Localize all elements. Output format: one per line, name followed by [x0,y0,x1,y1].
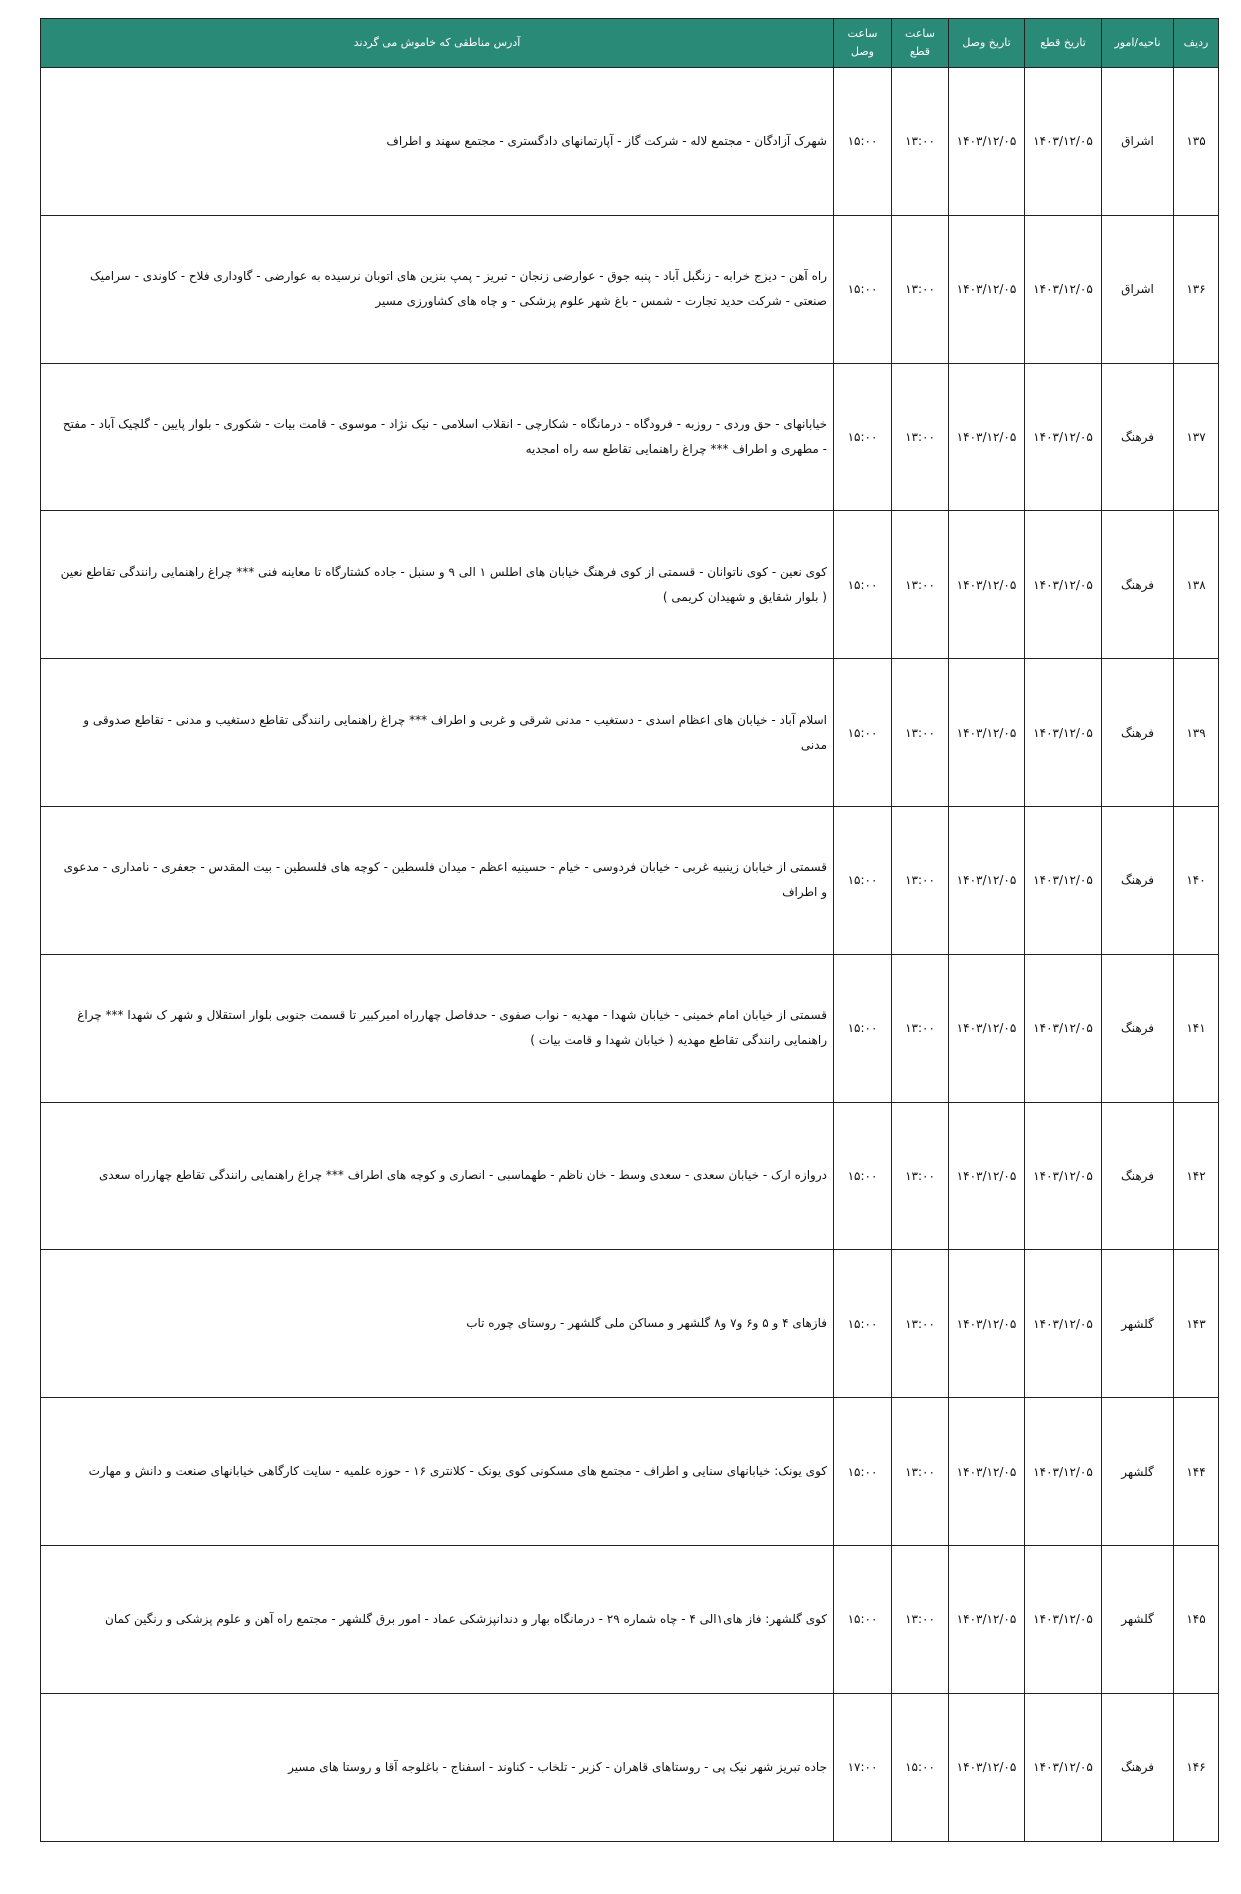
address: شهرک آزادگان - مجتمع لاله - شرکت گاز - آپارتمانهای دادگستری - مجتمع سهند و اطراف [41,68,834,216]
connect-time: ۱۵:۰۰ [834,363,892,511]
table-row [41,215,1219,363]
address: دروازه ارک - خیابان سعدی - سعدی وسط - خان ناظم - طهماسبی - انصاری و کوچه های اطراف *** چراغ راهنمایی رانندگی تقاطع چهارراه سعدی [41,1102,834,1250]
cut-date: ۱۴۰۳/۱۲/۰۵ [1025,1250,1102,1398]
connect-date: ۱۴۰۳/۱۲/۰۵ [949,1102,1025,1250]
connect-time: ۱۷:۰۰ [834,1693,892,1841]
outage-table [40,18,1219,1842]
connect-date: ۱۴۰۳/۱۲/۰۵ [949,806,1025,954]
district: اشراق [1102,68,1174,216]
district: گلشهر [1102,1545,1174,1693]
row-number: ۱۳۶ [1174,215,1219,363]
table-row [41,363,1219,511]
connect-time: ۱۵:۰۰ [834,659,892,807]
row-number: ۱۳۷ [1174,363,1219,511]
table-row [41,1545,1219,1693]
district: فرهنگ [1102,954,1174,1102]
address: اسلام آباد - خیابان های اعظام اسدی - دستغیب - مدنی شرقی و غربی و اطراف *** چراغ راهنمایی رانندگی تقاطع دستغیب و مدنی - تقاطع صدوقی و مدنی [41,659,834,807]
table-row [41,659,1219,807]
cut-time: ۱۳:۰۰ [892,1102,949,1250]
connect-time: ۱۵:۰۰ [834,68,892,216]
cut-date: ۱۴۰۳/۱۲/۰۵ [1025,1693,1102,1841]
header-row-number: ردیف [1174,19,1219,68]
connect-time: ۱۵:۰۰ [834,1398,892,1546]
connect-time: ۱۵:۰۰ [834,511,892,659]
connect-date: ۱۴۰۳/۱۲/۰۵ [949,954,1025,1102]
cut-time: ۱۳:۰۰ [892,1398,949,1546]
connect-time: ۱۵:۰۰ [834,1250,892,1398]
table-row [41,1102,1219,1250]
row-number: ۱۴۵ [1174,1545,1219,1693]
header-district: ناحیه/امور [1102,19,1174,68]
row-number: ۱۳۹ [1174,659,1219,807]
district: فرهنگ [1102,511,1174,659]
row-number: ۱۳۵ [1174,68,1219,216]
row-number: ۱۳۸ [1174,511,1219,659]
cut-time: ۱۳:۰۰ [892,659,949,807]
cut-time: ۱۳:۰۰ [892,1250,949,1398]
address: راه آهن - دیزج خرابه - زنگبل آباد - پنبه جوق - عوارضی زنجان - تبریز - پمپ بنزین های اتوبان نرسیده به عوارضی - گاوداری فلاح - کاوندی - سرامیک صنعتی - شرکت حدید تجارت - شمس - باغ شهر علوم پزشکی - و چاه های کشاورزی مسیر [41,215,834,363]
connect-date: ۱۴۰۳/۱۲/۰۵ [949,363,1025,511]
cut-date: ۱۴۰۳/۱۲/۰۵ [1025,806,1102,954]
address: قسمتی از خیابان زینبیه غربی - خیابان فردوسی - خیام - حسینیه اعظم - میدان فلسطین - کوچه های فلسطین - بیت المقدس - جعفری - نامداری - مدعوی و اطراف [41,806,834,954]
table-row [41,806,1219,954]
district: فرهنگ [1102,659,1174,807]
cut-time: ۱۵:۰۰ [892,1693,949,1841]
table-header [41,19,1219,68]
district: فرهنگ [1102,806,1174,954]
cut-date: ۱۴۰۳/۱۲/۰۵ [1025,363,1102,511]
connect-time: ۱۵:۰۰ [834,215,892,363]
header-connect-time: ساعت وصل [834,19,892,68]
connect-date: ۱۴۰۳/۱۲/۰۵ [949,1250,1025,1398]
table-row [41,1693,1219,1841]
table-row [41,1250,1219,1398]
table-row [41,511,1219,659]
connect-date: ۱۴۰۳/۱۲/۰۵ [949,511,1025,659]
cut-time: ۱۳:۰۰ [892,954,949,1102]
cut-time: ۱۳:۰۰ [892,215,949,363]
cut-time: ۱۳:۰۰ [892,68,949,216]
cut-date: ۱۴۰۳/۱۲/۰۵ [1025,954,1102,1102]
connect-time: ۱۵:۰۰ [834,806,892,954]
table-row [41,68,1219,216]
connect-date: ۱۴۰۳/۱۲/۰۵ [949,1398,1025,1546]
connect-date: ۱۴۰۳/۱۲/۰۵ [949,68,1025,216]
district: فرهنگ [1102,1693,1174,1841]
address: کوی گلشهر: فاز های۱الی ۴ - چاه شماره ۲۹ - درمانگاه بهار و دندانپزشکی عماد - امور برق گلشهر - مجتمع راه آهن و علوم پزشکی و رنگین کمان [41,1545,834,1693]
row-number: ۱۴۰ [1174,806,1219,954]
cut-date: ۱۴۰۳/۱۲/۰۵ [1025,1545,1102,1693]
connect-date: ۱۴۰۳/۱۲/۰۵ [949,215,1025,363]
address: جاده تبریز شهر نیک پی - روستاهای قاهران - کزبر - تلخاب - کناوند - اسفناج - باغلوجه آقا و روستا های مسیر [41,1693,834,1841]
connect-date: ۱۴۰۳/۱۲/۰۵ [949,1545,1025,1693]
district: گلشهر [1102,1250,1174,1398]
connect-date: ۱۴۰۳/۱۲/۰۵ [949,659,1025,807]
row-number: ۱۴۴ [1174,1398,1219,1546]
cut-date: ۱۴۰۳/۱۲/۰۵ [1025,1102,1102,1250]
row-number: ۱۴۳ [1174,1250,1219,1398]
district: فرهنگ [1102,1102,1174,1250]
address: قسمتی از خیابان امام خمینی - خیابان شهدا - مهدیه - نواب صفوی - حدفاصل چهارراه امیرکبیر تا قسمت جنوبی بلوار استقلال و شهر ک شهدا *** چراغ راهنمایی رانندگی تقاطع مهدیه ( خیابان شهدا و قامت بیات ) [41,954,834,1102]
row-number: ۱۴۶ [1174,1693,1219,1841]
header-address: آدرس مناطقی که خاموش می گردند [41,19,834,68]
connect-time: ۱۵:۰۰ [834,954,892,1102]
cut-time: ۱۳:۰۰ [892,806,949,954]
cut-date: ۱۴۰۳/۱۲/۰۵ [1025,68,1102,216]
connect-date: ۱۴۰۳/۱۲/۰۵ [949,1693,1025,1841]
cut-date: ۱۴۰۳/۱۲/۰۵ [1025,511,1102,659]
cut-date: ۱۴۰۳/۱۲/۰۵ [1025,215,1102,363]
header-cut-date: تاریخ قطع [1025,19,1102,68]
address: کوی یونک: خیابانهای سنایی و اطراف - مجتمع های مسکونی کوی یونک - کلانتری ۱۶ - حوزه علمیه - سایت کارگاهی خیابانهای صنعت و دانش و مهارت [41,1398,834,1546]
cut-date: ۱۴۰۳/۱۲/۰۵ [1025,659,1102,807]
table-row [41,954,1219,1102]
row-number: ۱۴۱ [1174,954,1219,1102]
cut-date: ۱۴۰۳/۱۲/۰۵ [1025,1398,1102,1546]
address: خیابانهای - حق وردی - روزبه - فرودگاه - درمانگاه - شکارچی - انقلاب اسلامی - نیک نژاد - موسوی - قامت بیات - شکوری - بلوار پایین - گلچیک آباد - مفتح - مطهری و اطراف *** چراغ راهنمایی تقاطع سه راه امجدیه [41,363,834,511]
header-connect-date: تاریخ وصل [949,19,1025,68]
cut-time: ۱۳:۰۰ [892,1545,949,1693]
connect-time: ۱۵:۰۰ [834,1102,892,1250]
connect-time: ۱۵:۰۰ [834,1545,892,1693]
row-number: ۱۴۲ [1174,1102,1219,1250]
table-row [41,1398,1219,1546]
district: اشراق [1102,215,1174,363]
district: فرهنگ [1102,363,1174,511]
header-cut-time: ساعت قطع [892,19,949,68]
cut-time: ۱۳:۰۰ [892,511,949,659]
table-body [41,68,1219,1842]
address: فازهای ۴ و ۵ و۶ و۷ و۸ گلشهر و مساکن ملی گلشهر - روستای چوره تاب [41,1250,834,1398]
address: کوی نعین - کوی ناتوانان - قسمتی از کوی فرهنگ خیابان های اطلس ۱ الی ۹ و سنبل - جاده کشتارگاه تا معاینه فنی *** چراغ راهنمایی رانندگی تقاطع نعین ( بلوار شقایق و شهیدان کریمی ) [41,511,834,659]
cut-time: ۱۳:۰۰ [892,363,949,511]
district: گلشهر [1102,1398,1174,1546]
